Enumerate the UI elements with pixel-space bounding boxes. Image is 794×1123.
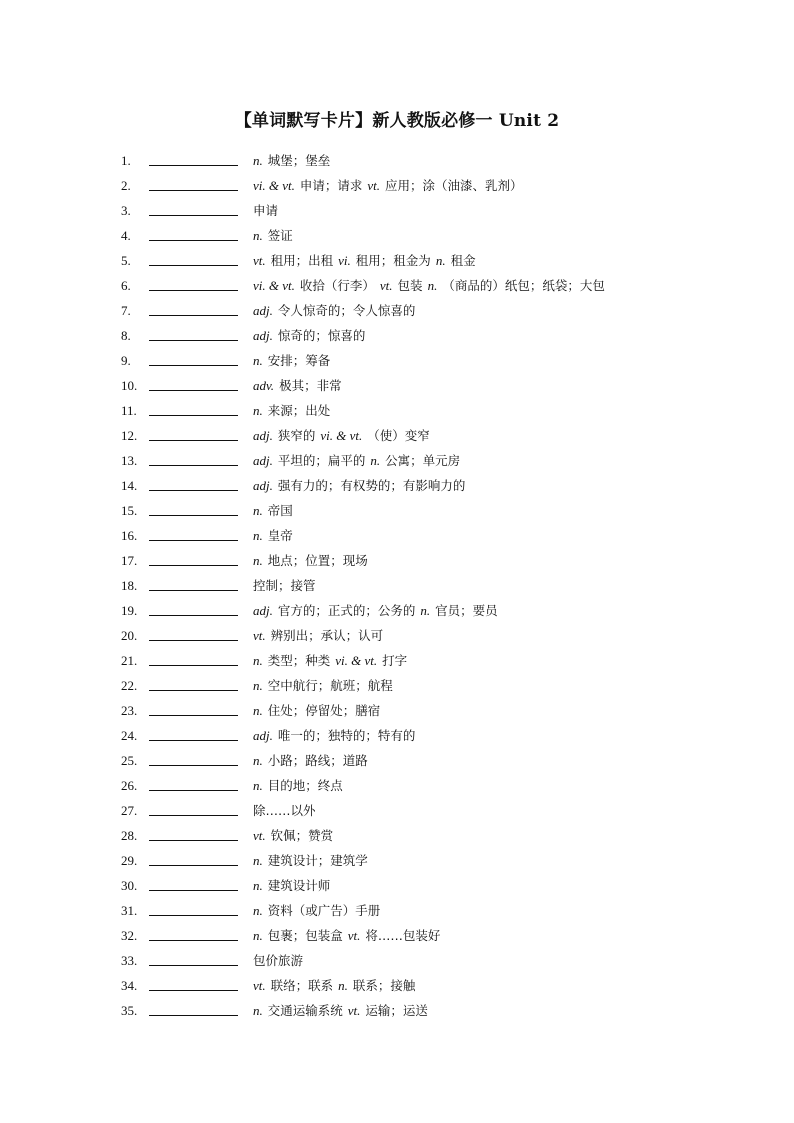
item-number: 17.: [121, 553, 138, 568]
definition: [253, 298, 415, 323]
list-item: [0, 898, 794, 923]
answer-blank[interactable]: [149, 390, 238, 391]
definition: [253, 273, 605, 298]
part-of-speech: n.: [435, 253, 446, 268]
definition: [253, 648, 407, 673]
part-of-speech: n.: [370, 453, 381, 468]
list-item: [0, 548, 794, 573]
part-of-speech: adj.: [253, 303, 273, 318]
part-of-speech: n.: [253, 853, 263, 868]
part-of-speech: vt.: [347, 928, 361, 943]
item-number: 28.: [121, 828, 138, 843]
meaning-text: 唯一的；独特的；特有的: [277, 728, 416, 743]
meaning-text: 空中航行；航班；航程: [267, 678, 393, 693]
part-of-speech: n.: [253, 703, 263, 718]
list-item: [0, 573, 794, 598]
meaning-text: 建筑设计师: [267, 878, 331, 893]
list-item: [0, 948, 794, 973]
meaning-text: 类型；种类: [267, 653, 331, 668]
part-of-speech: adj.: [253, 328, 273, 343]
part-of-speech: vt.: [347, 1003, 361, 1018]
meaning-text: 运输；运送: [365, 1003, 428, 1018]
vocabulary-list: [0, 148, 794, 1023]
answer-blank[interactable]: [149, 690, 238, 691]
answer-blank[interactable]: [149, 515, 238, 516]
definition: [253, 473, 465, 498]
meaning-text: 目的地；终点: [267, 778, 343, 793]
definition: [253, 398, 330, 423]
part-of-speech: vi. & vt.: [335, 653, 378, 668]
part-of-speech: n.: [253, 553, 263, 568]
meaning-text: 收拾（行李）: [299, 278, 375, 293]
answer-blank[interactable]: [149, 440, 238, 441]
meaning-text: 联系；接触: [352, 978, 416, 993]
definition: [253, 698, 380, 723]
part-of-speech: n.: [338, 978, 348, 993]
answer-blank[interactable]: [149, 540, 238, 541]
list-item: [0, 423, 794, 448]
meaning-text: 租金: [450, 253, 476, 268]
part-of-speech: adj.: [253, 728, 273, 743]
answer-blank[interactable]: [149, 965, 238, 966]
answer-blank[interactable]: [149, 290, 238, 291]
list-item: [0, 298, 794, 323]
meaning-text: 官员；要员: [435, 603, 498, 618]
meaning-text: 帝国: [267, 503, 293, 518]
list-item: [0, 248, 794, 273]
item-number: 5.: [121, 253, 131, 268]
meaning-text: 辨别出；承认；认可: [270, 628, 384, 643]
part-of-speech: adj.: [253, 603, 273, 618]
item-number: 20.: [121, 628, 138, 643]
meaning-text: 租用；租金为: [355, 253, 431, 268]
list-item: [0, 398, 794, 423]
item-number: 7.: [121, 303, 131, 318]
definition: [253, 223, 293, 248]
list-item: [0, 998, 794, 1023]
definition: [253, 323, 365, 348]
part-of-speech: n.: [253, 228, 263, 243]
item-number: 4.: [121, 228, 131, 243]
meaning-text: 租用；出租: [270, 253, 334, 268]
meaning-text: 包装: [397, 278, 423, 293]
meaning-text: 联络；联系: [270, 978, 334, 993]
list-item: [0, 823, 794, 848]
part-of-speech: n.: [253, 653, 263, 668]
part-of-speech: n.: [253, 153, 263, 168]
part-of-speech: n.: [253, 528, 263, 543]
meaning-text: 安排；筹备: [267, 353, 331, 368]
part-of-speech: adv.: [253, 378, 275, 393]
meaning-text: 狭窄的: [277, 428, 316, 443]
part-of-speech: n.: [253, 753, 263, 768]
definition: [253, 198, 278, 223]
part-of-speech: vt.: [379, 278, 393, 293]
meaning-text: 城堡；堡垒: [267, 153, 331, 168]
item-number: 34.: [121, 978, 138, 993]
meaning-text: 打字: [382, 653, 408, 668]
answer-blank[interactable]: [149, 715, 238, 716]
meaning-text: 强有力的；有权势的；有影响力的: [277, 478, 466, 493]
item-number: 10.: [121, 378, 138, 393]
definition: [253, 823, 333, 848]
definition: [253, 598, 498, 623]
definition: [253, 773, 343, 798]
definition: [253, 923, 440, 948]
answer-blank[interactable]: [149, 915, 238, 916]
meaning-text: 小路；路线；道路: [267, 753, 368, 768]
part-of-speech: vt.: [253, 628, 266, 643]
answer-blank[interactable]: [149, 265, 238, 266]
meaning-text: 公寓；单元房: [385, 453, 461, 468]
item-number: 35.: [121, 1003, 138, 1018]
answer-blank[interactable]: [149, 615, 238, 616]
part-of-speech: n.: [253, 928, 263, 943]
list-item: [0, 523, 794, 548]
list-item: [0, 373, 794, 398]
item-number: 31.: [121, 903, 138, 918]
item-number: 23.: [121, 703, 138, 718]
part-of-speech: vi.: [338, 253, 351, 268]
item-number: 22.: [121, 678, 138, 693]
item-number: 26.: [121, 778, 138, 793]
part-of-speech: adj.: [253, 453, 273, 468]
item-number: 11.: [121, 403, 137, 418]
definition: [253, 173, 523, 198]
answer-blank[interactable]: [149, 365, 238, 366]
meaning-text: 应用；涂（油漆、乳剂）: [385, 178, 523, 193]
page-title: 【单词默写卡片】新人教版必修一 Unit 2: [234, 111, 560, 131]
list-item: [0, 623, 794, 648]
answer-blank[interactable]: [149, 465, 238, 466]
item-number: 2.: [121, 178, 131, 193]
list-item: [0, 923, 794, 948]
definition: [253, 623, 383, 648]
answer-blank[interactable]: [149, 865, 238, 866]
part-of-speech: n.: [253, 678, 263, 693]
part-of-speech: n.: [253, 503, 263, 518]
list-item: [0, 148, 794, 173]
item-number: 18.: [121, 578, 138, 593]
definition: [253, 973, 415, 998]
item-number: 25.: [121, 753, 138, 768]
list-item: [0, 648, 794, 673]
list-item: [0, 348, 794, 373]
item-number: 33.: [121, 953, 138, 968]
item-number: 13.: [121, 453, 138, 468]
definition: [253, 998, 428, 1023]
meaning-text: 申请: [253, 203, 279, 218]
item-number: 15.: [121, 503, 138, 518]
answer-blank[interactable]: [149, 340, 238, 341]
part-of-speech: n.: [253, 1003, 263, 1018]
list-item: [0, 748, 794, 773]
list-item: [0, 723, 794, 748]
meaning-text: 包价旅游: [253, 953, 304, 968]
definition: [253, 373, 342, 398]
meaning-text: （使）变窄: [367, 428, 430, 443]
meaning-text: （商品的）纸包；纸袋；大包: [442, 278, 605, 293]
list-item: [0, 673, 794, 698]
list-item: [0, 848, 794, 873]
list-item: [0, 448, 794, 473]
list-item: [0, 273, 794, 298]
item-number: 24.: [121, 728, 138, 743]
part-of-speech: n.: [420, 603, 431, 618]
item-number: 16.: [121, 528, 138, 543]
definition: [253, 498, 293, 523]
meaning-text: 钦佩；赞赏: [270, 828, 334, 843]
meaning-text: 令人惊奇的；令人惊喜的: [277, 303, 416, 318]
part-of-speech: n.: [253, 353, 263, 368]
meaning-text: 极其；非常: [279, 378, 342, 393]
meaning-text: 将……包装好: [365, 928, 441, 943]
list-item: [0, 198, 794, 223]
meaning-text: 包裹；包装盒: [267, 928, 343, 943]
answer-blank[interactable]: [149, 1015, 238, 1016]
definition: [253, 848, 368, 873]
definition: [253, 548, 368, 573]
part-of-speech: vt.: [367, 178, 381, 193]
part-of-speech: adj.: [253, 428, 273, 443]
definition: [253, 873, 330, 898]
list-item: [0, 698, 794, 723]
answer-blank[interactable]: [149, 765, 238, 766]
part-of-speech: n.: [253, 778, 263, 793]
item-number: 32.: [121, 928, 138, 943]
meaning-text: 住处；停留处；膳宿: [267, 703, 381, 718]
part-of-speech: n.: [253, 403, 263, 418]
part-of-speech: vi. & vt.: [253, 278, 295, 293]
answer-blank[interactable]: [149, 415, 238, 416]
list-item: [0, 173, 794, 198]
meaning-text: 建筑设计；建筑学: [267, 853, 368, 868]
meaning-text: 平坦的；扁平的: [277, 453, 366, 468]
answer-blank[interactable]: [149, 315, 238, 316]
definition: [253, 423, 430, 448]
item-number: 3.: [121, 203, 131, 218]
item-number: 9.: [121, 353, 131, 368]
answer-blank[interactable]: [149, 240, 238, 241]
answer-blank[interactable]: [149, 640, 238, 641]
part-of-speech: vi. & vt.: [253, 178, 295, 193]
definition: [253, 948, 303, 973]
meaning-text: 皇帝: [267, 528, 293, 543]
part-of-speech: n.: [253, 903, 263, 918]
answer-blank[interactable]: [149, 565, 238, 566]
definition: [253, 448, 460, 473]
definition: [253, 523, 293, 548]
meaning-text: 资料（或广告）手册: [267, 903, 381, 918]
part-of-speech: n.: [427, 278, 438, 293]
answer-blank[interactable]: [149, 790, 238, 791]
definition: [253, 348, 330, 373]
definition: [253, 898, 380, 923]
list-item: [0, 973, 794, 998]
answer-blank[interactable]: [149, 815, 238, 816]
meaning-text: 控制；接管: [253, 578, 316, 593]
definition: [253, 798, 316, 823]
answer-blank[interactable]: [149, 190, 238, 191]
list-item: [0, 598, 794, 623]
meaning-text: 交通运输系统: [267, 1003, 343, 1018]
definition: [253, 248, 476, 273]
definition: [253, 673, 393, 698]
meaning-text: 除……以外: [253, 803, 316, 818]
list-item: [0, 473, 794, 498]
item-number: 27.: [121, 803, 138, 818]
meaning-text: 来源；出处: [267, 403, 331, 418]
answer-blank[interactable]: [149, 215, 238, 216]
list-item: [0, 223, 794, 248]
answer-blank[interactable]: [149, 665, 238, 666]
item-number: 12.: [121, 428, 138, 443]
item-number: 19.: [121, 603, 138, 618]
definition: [253, 723, 415, 748]
answer-blank[interactable]: [149, 840, 238, 841]
part-of-speech: adj.: [253, 478, 273, 493]
answer-blank[interactable]: [149, 490, 238, 491]
item-number: 21.: [121, 653, 138, 668]
meaning-text: 签证: [267, 228, 293, 243]
answer-blank[interactable]: [149, 740, 238, 741]
list-item: [0, 773, 794, 798]
list-item: [0, 798, 794, 823]
meaning-text: 申请；请求: [299, 178, 363, 193]
list-item: [0, 323, 794, 348]
list-item: [0, 873, 794, 898]
item-number: 29.: [121, 853, 138, 868]
item-number: 30.: [121, 878, 138, 893]
part-of-speech: n.: [253, 878, 263, 893]
part-of-speech: vt.: [253, 828, 266, 843]
definition: [253, 148, 330, 173]
meaning-text: 官方的；正式的；公务的: [277, 603, 416, 618]
list-item: [0, 498, 794, 523]
part-of-speech: vt.: [253, 253, 266, 268]
part-of-speech: vt.: [253, 978, 266, 993]
definition: [253, 748, 368, 773]
answer-blank[interactable]: [149, 890, 238, 891]
answer-blank[interactable]: [149, 590, 238, 591]
part-of-speech: vi. & vt.: [320, 428, 363, 443]
meaning-text: 地点；位置；现场: [267, 553, 368, 568]
answer-blank[interactable]: [149, 940, 238, 941]
item-number: 1.: [121, 153, 131, 168]
item-number: 8.: [121, 328, 131, 343]
answer-blank[interactable]: [149, 990, 238, 991]
definition: [253, 573, 316, 598]
answer-blank[interactable]: [149, 165, 238, 166]
item-number: 6.: [121, 278, 131, 293]
item-number: 14.: [121, 478, 138, 493]
meaning-text: 惊奇的；惊喜的: [277, 328, 366, 343]
